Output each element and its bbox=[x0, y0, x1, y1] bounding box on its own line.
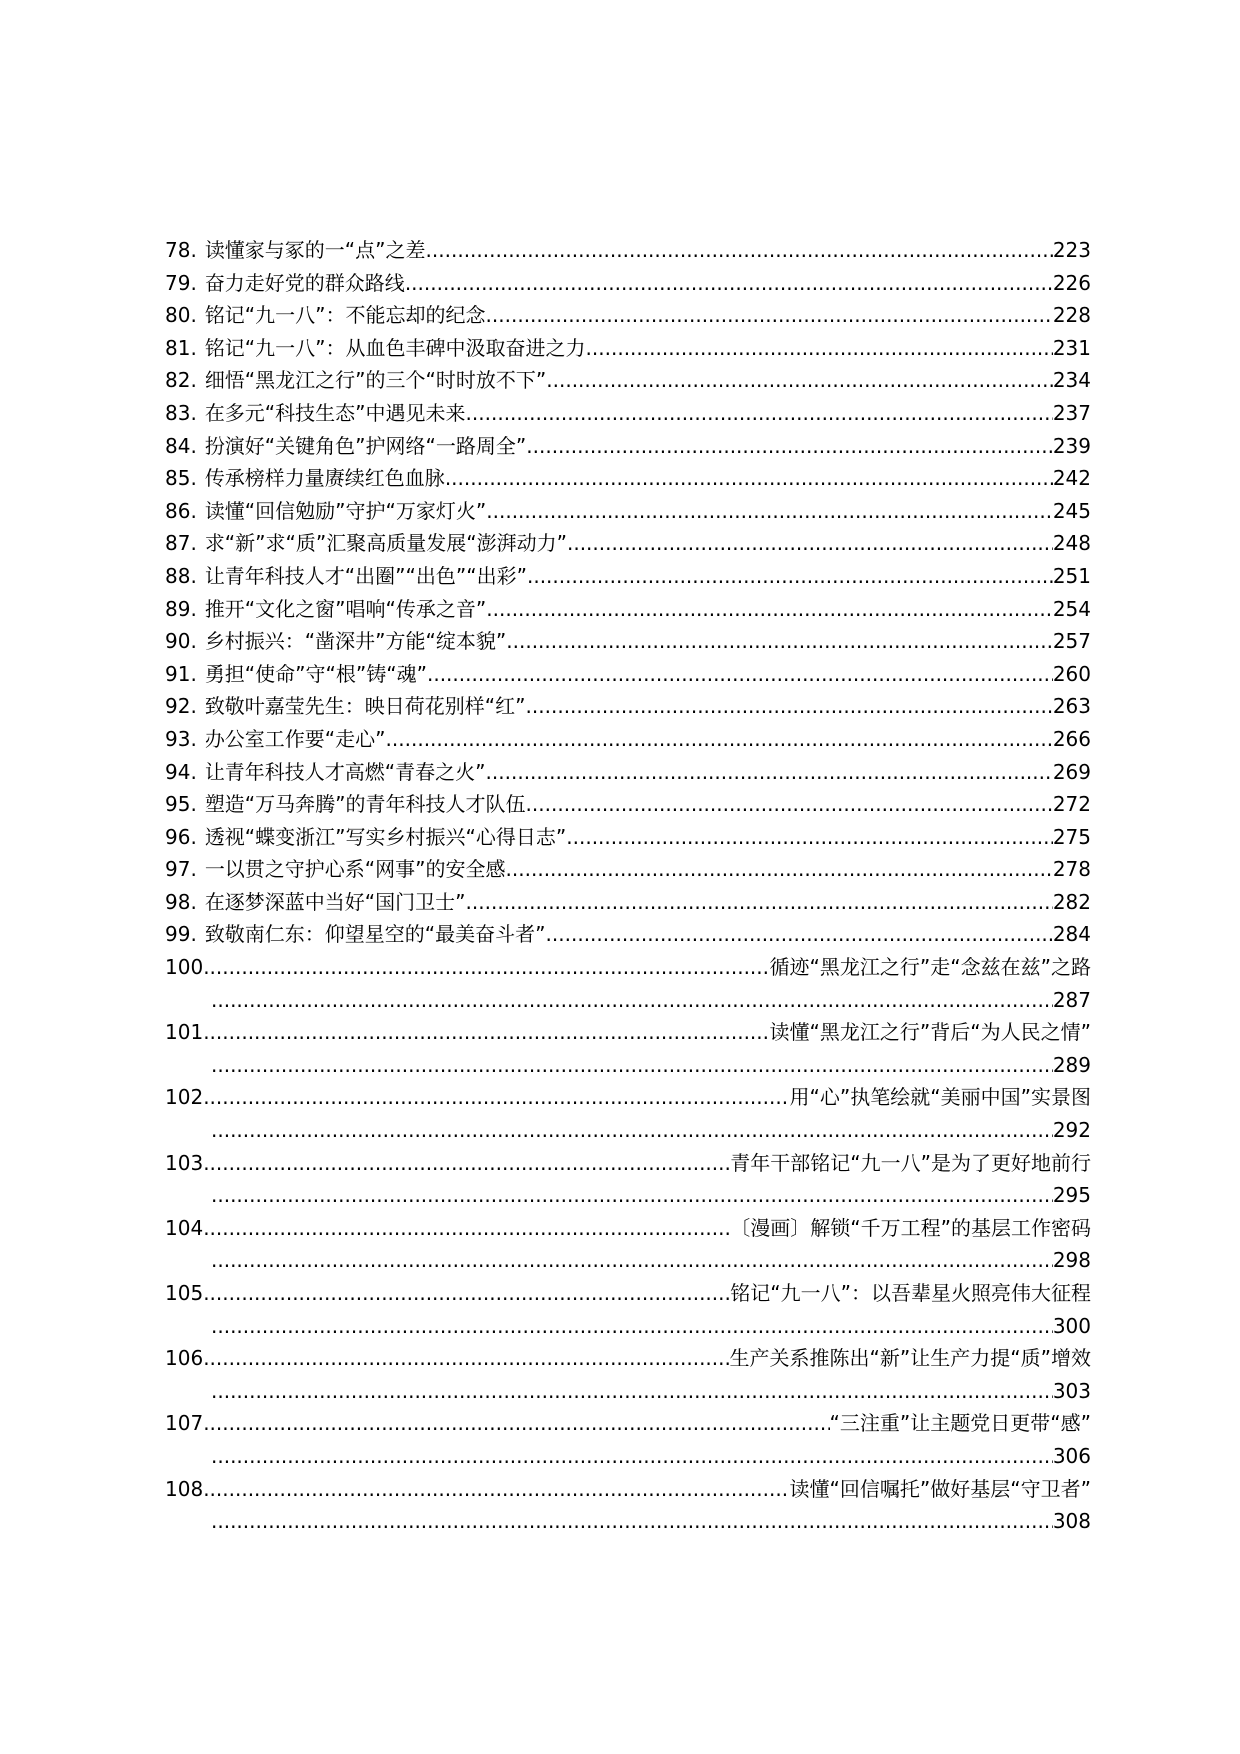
dot-leader bbox=[203, 1081, 789, 1114]
dot-leader bbox=[506, 625, 1053, 658]
entry-number: 86. bbox=[165, 498, 197, 523]
toc-entry-100[interactable] bbox=[165, 951, 1091, 984]
entry-title: 铭记“九一八”：从血色丰碑中汲取奋进之力 bbox=[204, 335, 586, 360]
toc-entry-95[interactable] bbox=[165, 788, 1091, 821]
entry-page-number: 237 bbox=[1052, 400, 1091, 425]
toc-entry-82[interactable] bbox=[165, 364, 1091, 397]
entry-number: 105 bbox=[165, 1281, 204, 1305]
dot-leader bbox=[211, 1114, 1053, 1147]
entry-title: 循迹“黑龙江之行”走“念兹在兹”之路 bbox=[769, 955, 1091, 980]
entry-page-number: 272 bbox=[1052, 792, 1091, 817]
entry-title: 铭记“九一八”：不能忘却的纪念 bbox=[204, 303, 486, 328]
dot-leader bbox=[203, 1342, 729, 1375]
entry-number: 108 bbox=[165, 1476, 204, 1501]
dot-leader bbox=[486, 593, 1053, 626]
dot-leader bbox=[203, 951, 769, 984]
entry-number: 87. bbox=[165, 531, 197, 556]
toc-entry-104-page-line[interactable] bbox=[165, 1244, 1091, 1277]
dot-leader bbox=[526, 788, 1053, 821]
toc-entry-78[interactable] bbox=[165, 234, 1091, 267]
entry-title: 读懂家与冢的一“点”之差 bbox=[204, 238, 426, 262]
entry-title: 办公室工作要“走心” bbox=[204, 726, 386, 751]
dot-leader bbox=[527, 560, 1053, 593]
entry-page-number: 257 bbox=[1052, 629, 1091, 654]
dot-leader bbox=[486, 495, 1053, 528]
toc-entry-81[interactable] bbox=[165, 332, 1091, 365]
entry-number: 102 bbox=[165, 1085, 204, 1110]
dot-leader bbox=[211, 984, 1053, 1017]
entry-number: 79. bbox=[165, 270, 197, 295]
entry-number: 80. bbox=[165, 303, 197, 328]
entry-page-number: 254 bbox=[1052, 596, 1091, 621]
toc-entry-108-page-line[interactable] bbox=[165, 1505, 1091, 1538]
toc-entry-88[interactable] bbox=[165, 560, 1091, 593]
toc-entry-96[interactable] bbox=[165, 821, 1091, 854]
toc-entry-105-page-line[interactable] bbox=[165, 1310, 1091, 1343]
toc-entry-84[interactable] bbox=[165, 430, 1091, 463]
toc-entry-105[interactable] bbox=[165, 1277, 1091, 1310]
entry-number: 99. bbox=[165, 922, 197, 947]
entry-page-number: 284 bbox=[1052, 922, 1091, 947]
entry-number: 96. bbox=[165, 824, 197, 849]
entry-number: 101 bbox=[165, 1020, 204, 1045]
entry-title: 勇担“使命”守“根”铸“魂” bbox=[204, 661, 427, 686]
entry-page-number: 287 bbox=[1052, 987, 1091, 1012]
toc-entry-107-page-line[interactable] bbox=[165, 1440, 1091, 1473]
toc-entry-91[interactable] bbox=[165, 658, 1091, 691]
entry-title: 让青年科技人才高燃“青春之火” bbox=[204, 759, 486, 784]
dot-leader bbox=[211, 1179, 1053, 1212]
entry-number: 106 bbox=[165, 1346, 204, 1371]
entry-number: 91. bbox=[165, 661, 197, 686]
entry-title: 致敬南仁东：仰望星空的“最美奋斗者” bbox=[204, 922, 546, 947]
entry-page-number: 306 bbox=[1052, 1443, 1091, 1468]
entry-page-number: 282 bbox=[1052, 889, 1091, 914]
toc-entry-80[interactable] bbox=[165, 299, 1091, 332]
entry-page-number: 239 bbox=[1052, 433, 1091, 458]
entry-title: “三注重”让主题党日更带“感” bbox=[829, 1411, 1091, 1436]
toc-entry-107[interactable] bbox=[165, 1407, 1091, 1440]
dot-leader bbox=[486, 756, 1053, 789]
toc-entry-102-page-line[interactable] bbox=[165, 1114, 1091, 1147]
dot-leader bbox=[567, 527, 1053, 560]
toc-entry-87[interactable] bbox=[165, 527, 1091, 560]
dot-leader bbox=[211, 1049, 1053, 1082]
entry-number: 107 bbox=[165, 1411, 204, 1436]
entry-title: 读懂“黑龙江之行”背后“为人民之情” bbox=[769, 1020, 1091, 1045]
entry-page-number: 228 bbox=[1052, 303, 1091, 328]
entry-page-number: 303 bbox=[1052, 1378, 1091, 1403]
dot-leader bbox=[203, 1147, 730, 1180]
toc-entry-97[interactable] bbox=[165, 853, 1091, 886]
entry-page-number: 292 bbox=[1052, 1118, 1091, 1143]
entry-page-number: 223 bbox=[1052, 238, 1091, 262]
toc-entry-83[interactable] bbox=[165, 397, 1091, 430]
dot-leader bbox=[203, 1212, 730, 1245]
entry-number: 95. bbox=[165, 792, 197, 817]
entry-page-number: 278 bbox=[1052, 857, 1091, 882]
toc-entry-90[interactable] bbox=[165, 625, 1091, 658]
entry-title: 在多元“科技生态”中遇见未来 bbox=[204, 400, 466, 425]
entry-title: 求“新”求“质”汇聚高质量发展“澎湃动力” bbox=[204, 531, 567, 556]
entry-number: 94. bbox=[165, 759, 197, 784]
dot-leader bbox=[211, 1375, 1053, 1408]
toc-entry-86[interactable] bbox=[165, 495, 1091, 528]
dot-leader bbox=[466, 886, 1053, 919]
toc-entry-93[interactable] bbox=[165, 723, 1091, 756]
toc-entry-106-page-line[interactable] bbox=[165, 1375, 1091, 1408]
entry-page-number: 242 bbox=[1052, 466, 1091, 491]
toc-entry-100-page-line[interactable] bbox=[165, 984, 1091, 1017]
dot-leader bbox=[566, 821, 1053, 854]
toc-entry-106[interactable] bbox=[165, 1342, 1091, 1375]
dot-leader bbox=[211, 1310, 1053, 1343]
dot-leader bbox=[211, 1505, 1053, 1538]
entry-number: 104 bbox=[165, 1215, 204, 1240]
entry-page-number: 295 bbox=[1052, 1183, 1091, 1208]
dot-leader bbox=[526, 430, 1053, 463]
entry-page-number: 275 bbox=[1052, 824, 1091, 849]
entry-number: 92. bbox=[165, 694, 197, 719]
dot-leader bbox=[203, 1277, 730, 1310]
dot-leader bbox=[466, 397, 1053, 430]
entry-title: 推开“文化之窗”唱响“传承之音” bbox=[204, 596, 487, 621]
dot-leader bbox=[586, 332, 1053, 365]
entry-number: 93. bbox=[165, 726, 197, 751]
dot-leader bbox=[445, 462, 1053, 495]
entry-page-number: 266 bbox=[1052, 726, 1091, 751]
dot-leader bbox=[203, 1473, 789, 1506]
toc-entry-104[interactable] bbox=[165, 1212, 1091, 1245]
entry-number: 90. bbox=[165, 629, 197, 654]
toc-entry-101[interactable] bbox=[165, 1016, 1091, 1049]
toc-entry-89[interactable] bbox=[165, 593, 1091, 626]
dot-leader bbox=[405, 267, 1053, 300]
entry-number: 85. bbox=[165, 466, 197, 491]
dot-leader bbox=[526, 690, 1053, 723]
entry-number: 78. bbox=[165, 238, 197, 262]
entry-page-number: 298 bbox=[1052, 1248, 1091, 1273]
entry-title: 塑造“万马奔腾”的青年科技人才队伍 bbox=[204, 792, 526, 817]
toc-entry-108[interactable] bbox=[165, 1473, 1091, 1506]
entry-title: 〔漫画〕解锁“千万工程”的基层工作密码 bbox=[730, 1215, 1091, 1240]
dot-leader bbox=[486, 299, 1053, 332]
dot-leader bbox=[426, 234, 1053, 267]
entry-page-number: 263 bbox=[1052, 694, 1091, 719]
entry-title: 透视“蝶变浙江”写实乡村振兴“心得日志” bbox=[204, 824, 567, 849]
dot-leader bbox=[546, 364, 1053, 397]
entry-number: 83. bbox=[165, 400, 197, 425]
entry-page-number: 260 bbox=[1052, 661, 1091, 686]
entry-page-number: 308 bbox=[1052, 1509, 1091, 1534]
toc-entry-92[interactable] bbox=[165, 690, 1091, 723]
entry-title: 读懂“回信勉励”守护“万家灯火” bbox=[204, 498, 487, 523]
entry-page-number: 300 bbox=[1052, 1313, 1091, 1338]
entry-page-number: 248 bbox=[1052, 531, 1091, 556]
entry-number: 89. bbox=[165, 596, 197, 621]
toc-entry-103-page-line[interactable] bbox=[165, 1179, 1091, 1212]
entry-title: 用“心”执笔绘就“美丽中国”实景图 bbox=[789, 1085, 1091, 1110]
entry-number: 84. bbox=[165, 433, 197, 458]
dot-leader bbox=[546, 918, 1053, 951]
entry-page-number: 269 bbox=[1052, 759, 1091, 784]
dot-leader bbox=[427, 658, 1053, 691]
entry-title: 细悟“黑龙江之行”的三个“时时放不下” bbox=[204, 368, 547, 393]
toc-entry-79[interactable] bbox=[165, 267, 1091, 300]
entry-page-number: 289 bbox=[1052, 1052, 1091, 1077]
entry-title: 一以贯之守护心系“网事”的安全感 bbox=[204, 857, 506, 882]
toc-entry-103[interactable] bbox=[165, 1147, 1091, 1180]
entry-title: 让青年科技人才“出圈”“出色”“出彩” bbox=[204, 563, 527, 588]
entry-title: 在逐梦深蓝中当好“国门卫士” bbox=[204, 889, 466, 914]
dot-leader bbox=[386, 723, 1053, 756]
dot-leader bbox=[506, 853, 1053, 886]
entry-page-number: 251 bbox=[1052, 563, 1091, 588]
dot-leader bbox=[203, 1016, 769, 1049]
entry-title: 生产关系推陈出“新”让生产力提“质”增效 bbox=[729, 1346, 1091, 1371]
entry-number: 98. bbox=[165, 889, 197, 914]
entry-number: 100 bbox=[165, 955, 204, 980]
toc-entry-99[interactable] bbox=[165, 918, 1091, 951]
entry-number: 82. bbox=[165, 368, 197, 393]
toc-entry-98[interactable] bbox=[165, 886, 1091, 919]
dot-leader bbox=[203, 1407, 829, 1440]
entry-title: 乡村振兴：“凿深井”方能“绽本貌” bbox=[204, 629, 507, 654]
dot-leader bbox=[211, 1244, 1053, 1277]
table-of-contents bbox=[165, 234, 1091, 1538]
entry-title: 铭记“九一八”：以吾辈星火照亮伟大征程 bbox=[730, 1281, 1091, 1305]
toc-entry-94[interactable] bbox=[165, 756, 1091, 789]
entry-number: 103 bbox=[165, 1150, 204, 1175]
entry-page-number: 231 bbox=[1052, 335, 1091, 360]
entry-page-number: 234 bbox=[1052, 368, 1091, 393]
toc-entry-101-page-line[interactable] bbox=[165, 1049, 1091, 1082]
entry-number: 81. bbox=[165, 335, 197, 360]
entry-title: 青年干部铭记“九一八”是为了更好地前行 bbox=[730, 1150, 1091, 1175]
toc-entry-85[interactable] bbox=[165, 462, 1091, 495]
entry-title: 传承榜样力量赓续红色血脉 bbox=[204, 466, 445, 491]
entry-title: 致敬叶嘉莹先生：映日荷花别样“红” bbox=[204, 694, 526, 719]
entry-title: 读懂“回信嘱托”做好基层“守卫者” bbox=[789, 1476, 1091, 1501]
entry-page-number: 226 bbox=[1052, 270, 1091, 295]
entry-page-number: 245 bbox=[1052, 498, 1091, 523]
entry-number: 88. bbox=[165, 563, 197, 588]
entry-number: 97. bbox=[165, 857, 197, 882]
entry-title: 扮演好“关键角色”护网络“一路周全” bbox=[204, 433, 527, 458]
entry-title: 奋力走好党的群众路线 bbox=[204, 270, 405, 295]
dot-leader bbox=[211, 1440, 1053, 1473]
toc-entry-102[interactable] bbox=[165, 1081, 1091, 1114]
